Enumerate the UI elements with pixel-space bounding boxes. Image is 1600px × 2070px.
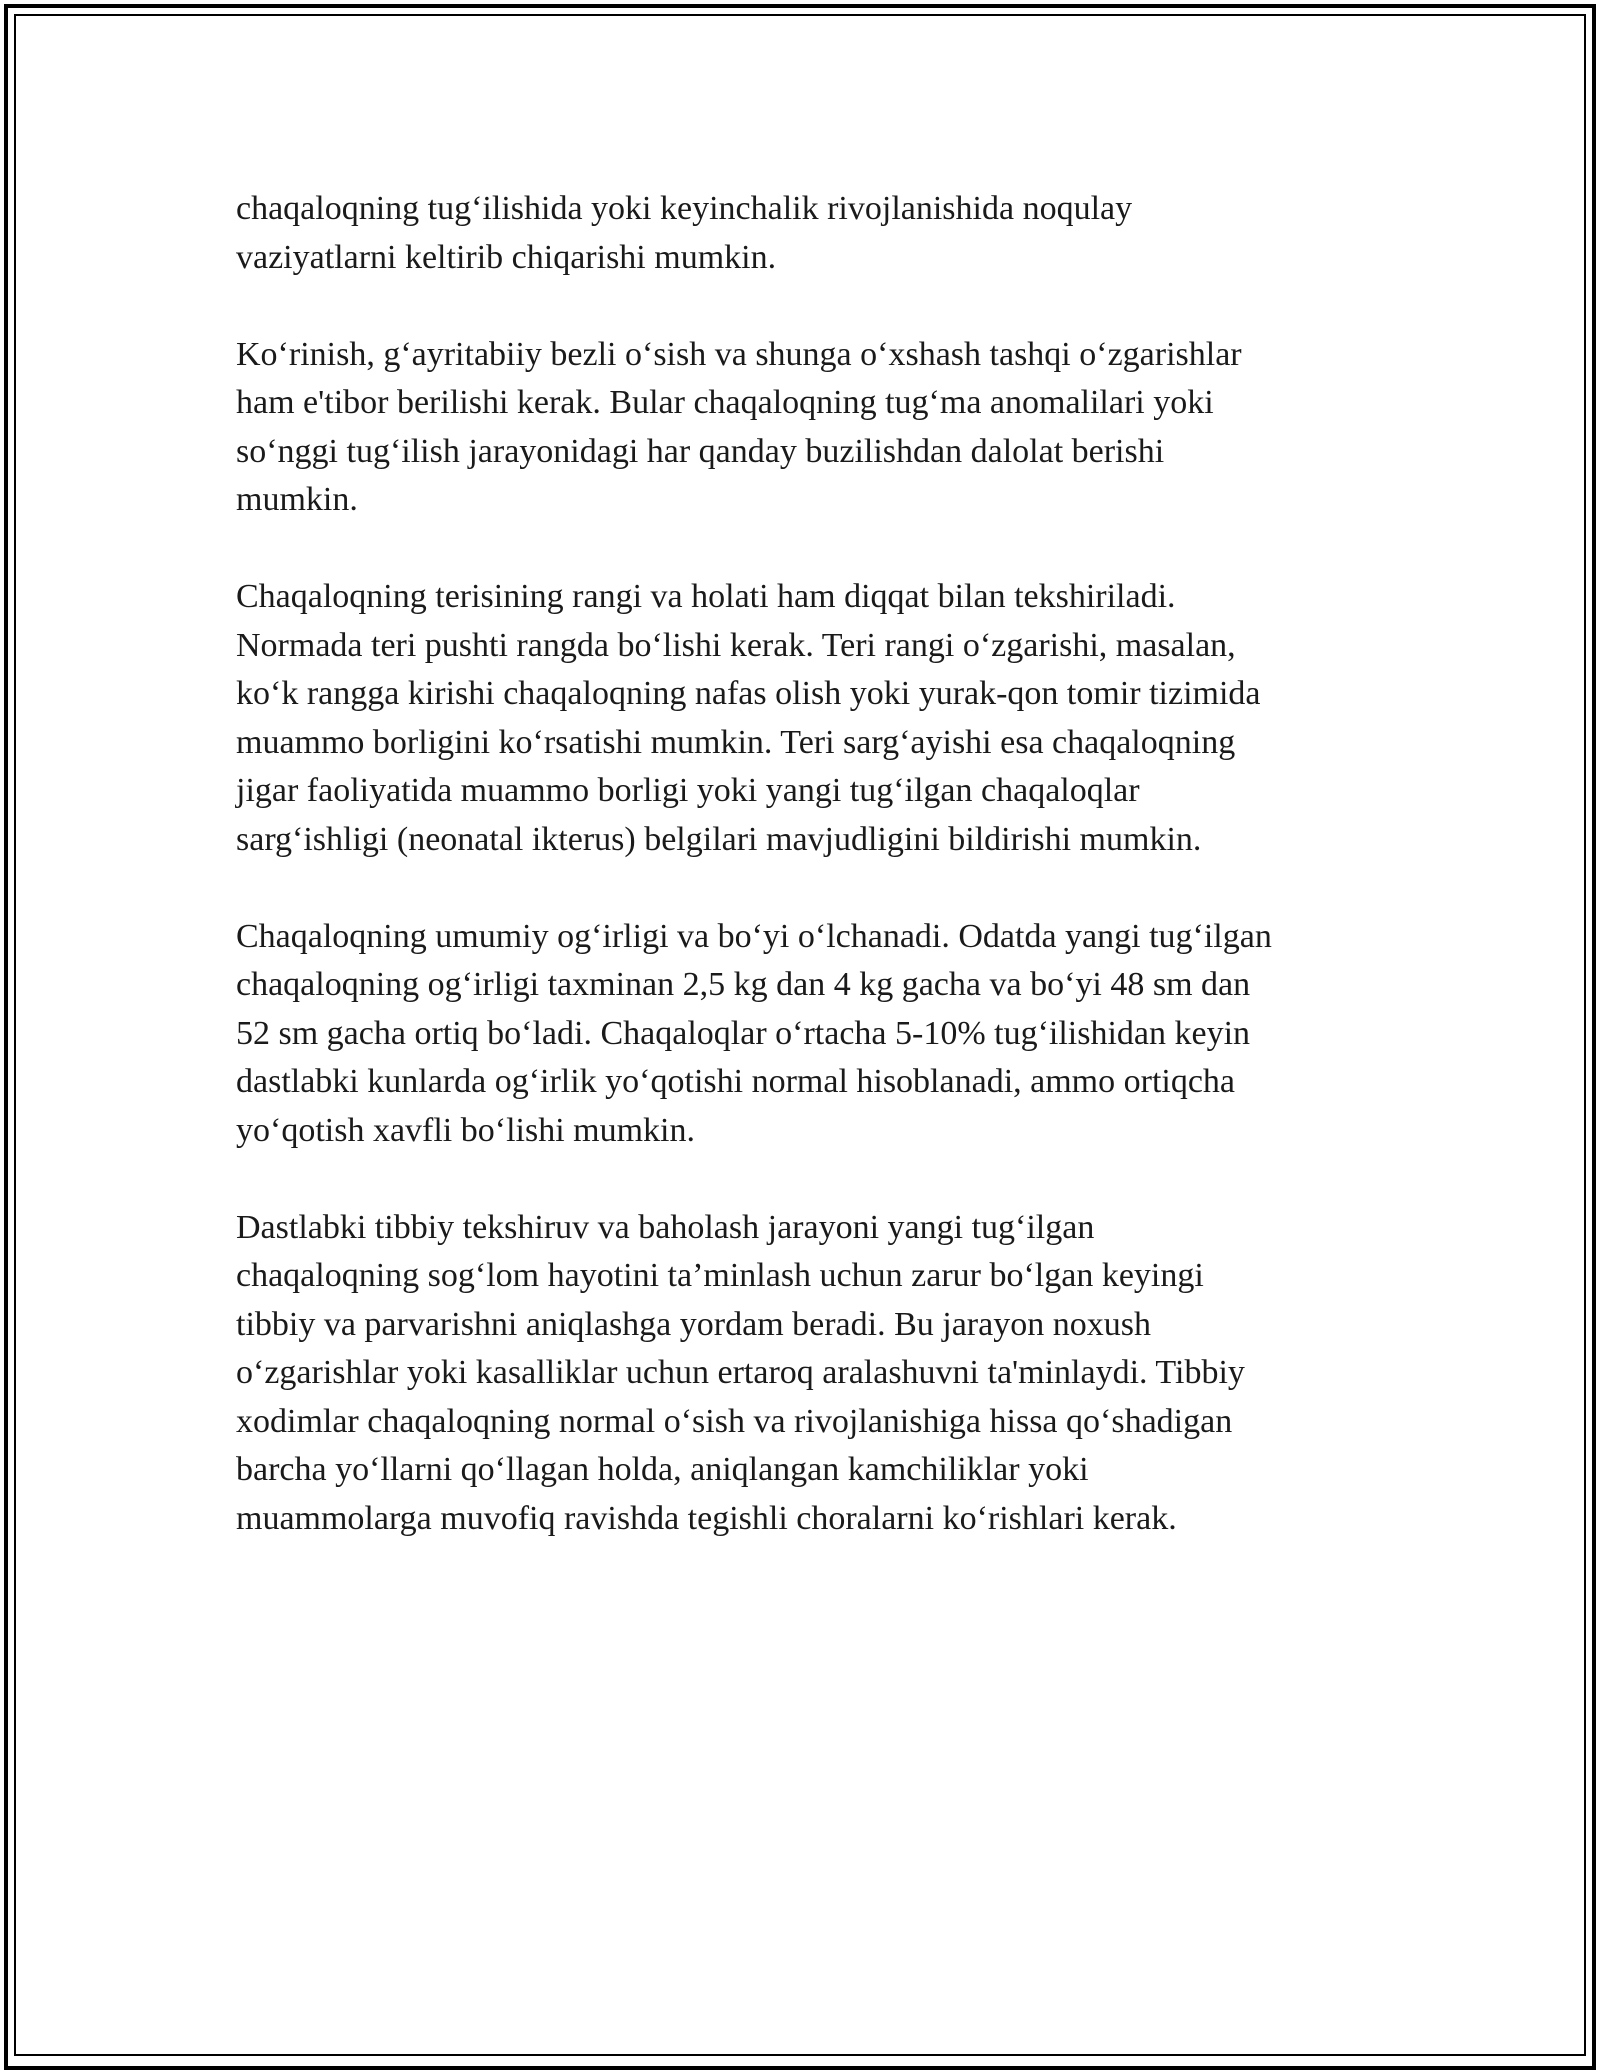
paragraph-1: chaqaloqning tug‘ilishida yoki keyinchalik rivojlanishida noqulay vaziyatlarni keltirib chiqarishi mumkin. <box>236 190 1133 276</box>
paragraph-5: Dastlabki tibbiy tekshiruv va baholash jarayoni yangi tug‘ilgan chaqaloqning sog‘lom hayotini ta’minlash uchun zarur bo‘lgan keyingi tibbiy va parvarishni aniqlashga yordam beradi. Bu jarayon noxush o‘zgarishlar yoki kasalliklar uchun ertaroq aralashuvni ta'minlaydi. Tibbiy xodimlar chaqaloqning normal o‘sish va rivojlanishiga hissa qo‘shadigan barcha yo‘llarni qo‘llagan holda, aniqlangan kamchiliklar yoki muammolarga muvofiq ravishda tegishli choralarni ko‘rishlari kerak. <box>236 1208 1245 1537</box>
paragraph-3: Chaqaloqning terisining rangi va holati ham diqqat bilan tekshiriladi. Normada teri pushti rangda bo‘lishi kerak. Teri rangi o‘zgarishi, masalan, ko‘k rangga kirishi chaqaloqning nafas olish yoki yurak-qon tomir tizimida muammo borligini ko‘rsatishi mumkin. Teri sarg‘ayishi esa chaqaloqning jigar faoliyatida muammo borligi yoki yangi tug‘ilgan chaqaloqlar sarg‘ishligi (neonatal ikterus) belgilari mavjudligini bildirishi mumkin. <box>236 578 1261 858</box>
document-body <box>236 185 1376 1543</box>
paragraph-2: Ko‘rinish, g‘ayritabiiy bezli o‘sish va shunga o‘xshash tashqi o‘zgarishlar ham e'tibor berilishi kerak. Bular chaqaloqning tug‘ma anomalilari yoki so‘nggi tug‘ilish jarayonidagi har qanday buzilishdan dalolat berishi mumkin. <box>236 335 1242 518</box>
paragraph-4: Chaqaloqning umumiy og‘irligi va bo‘yi o‘lchanadi. Odatda yangi tug‘ilgan chaqaloqning og‘irligi taxminan 2,5 kg dan 4 kg gacha va bo‘yi 48 sm dan 52 sm gacha ortiq bo‘ladi. Chaqaloqlar o‘rtacha 5-10% tug‘ilishidan keyin dastlabki kunlarda og‘irlik yo‘qotishi normal hisoblanadi, ammo ortiqcha yo‘qotish xavfli bo‘lishi mumkin. <box>236 917 1272 1149</box>
